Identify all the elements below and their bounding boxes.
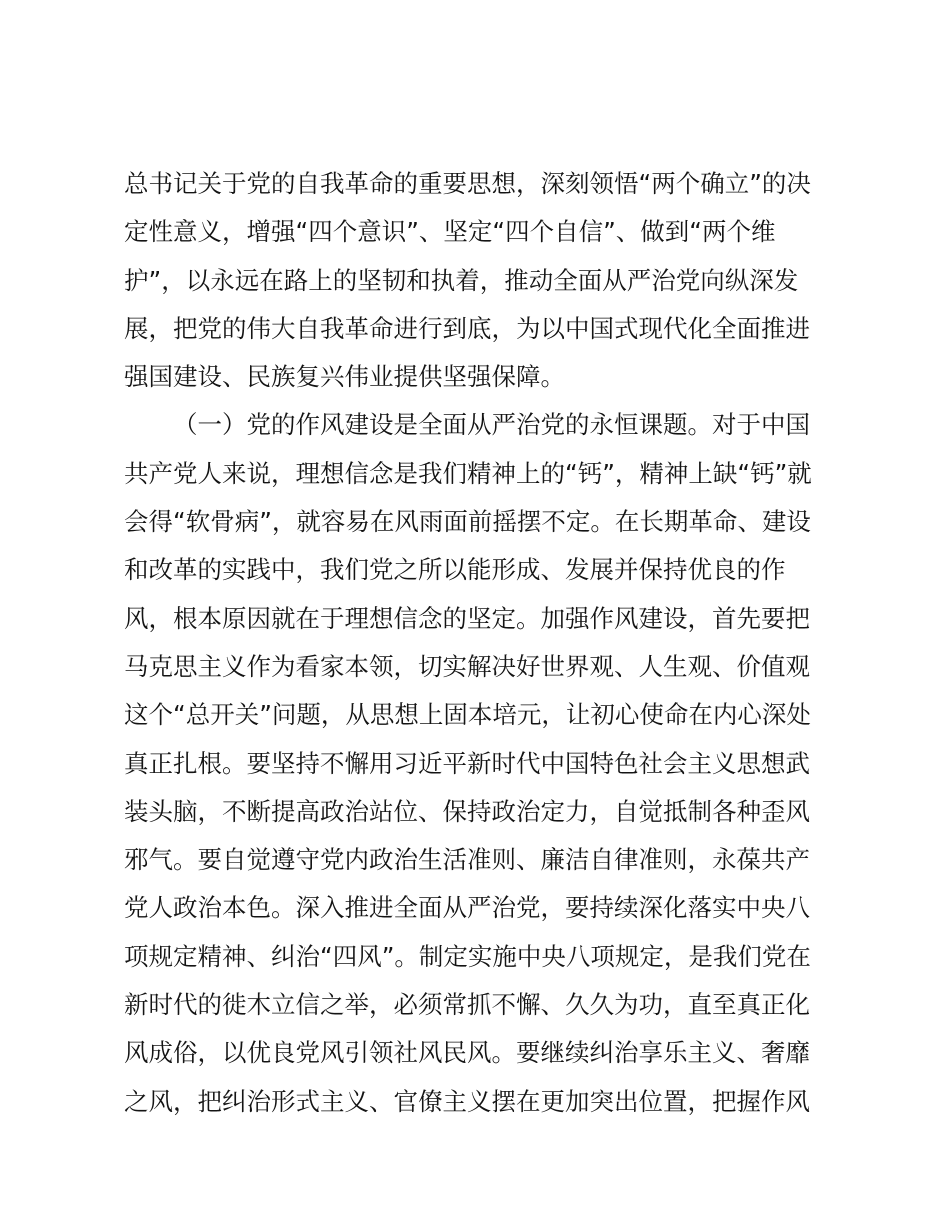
text-line: 强国建设、民族复兴伟业提供坚强保障。: [124, 362, 565, 392]
text-line: 项规定精神、纠治“四风”。制定实施中央八项规定，是我们党在: [124, 941, 811, 971]
text-line: 定性意义，增强“四个意识”、坚定“四个自信”、做到“两个维: [124, 217, 776, 247]
text-line: 这个“总开关”问题，从思想上固本培元，让初心使命在内心深处: [124, 700, 811, 730]
text-line: 共产党人来说，理想信念是我们精神上的“钙”，精神上缺“钙”就: [124, 458, 812, 488]
text-line: 风，根本原因就在于理想信念的坚定。加强作风建设，首先要把: [124, 603, 810, 633]
text-line: 装头脑，不断提高政治站位、保持政治定力，自觉抵制各种歪风: [124, 796, 810, 826]
section-heading-line: （一）党的作风建设是全面从严治党的永恒课题。对于中国: [173, 410, 810, 440]
text-line: 和改革的实践中，我们党之所以能形成、发展并保持优良的作: [124, 555, 786, 585]
text-line: 真正扎根。要坚持不懈用习近平新时代中国特色社会主义思想武: [124, 748, 810, 778]
text-line: 风成俗，以优良党风引领社风民风。要继续纠治享乐主义、奢靡: [124, 1038, 810, 1068]
text-line: 会得“软骨病”，就容易在风雨面前摇摆不定。在长期革命、建设: [124, 507, 811, 537]
text-line: 展，把党的伟大自我革命进行到底，为以中国式现代化全面推进: [124, 313, 810, 343]
text-line: 总书记关于党的自我革命的重要思想，深刻领悟“两个确立”的决: [124, 169, 811, 198]
text-line: 之风，把纠治形式主义、官僚主义摆在更加突出位置，把握作风: [124, 1086, 810, 1116]
text-line: 护”，以永远在路上的坚韧和执着，推动全面从严治党向纵深发: [124, 265, 799, 295]
text-line: 邪气。要自觉遵守党内政治生活准则、廉洁自律准则，永葆共产: [124, 845, 810, 875]
document-body: [124, 160, 824, 1126]
text-line: 新时代的徙木立信之举，必须常抓不懈、久久为功，直至真正化: [124, 990, 810, 1020]
text-line: 马克思主义作为看家本领，切实解决好世界观、人生观、价值观: [124, 651, 810, 681]
text-line: 党人政治本色。深入推进全面从严治党，要持续深化落实中央八: [124, 893, 810, 923]
